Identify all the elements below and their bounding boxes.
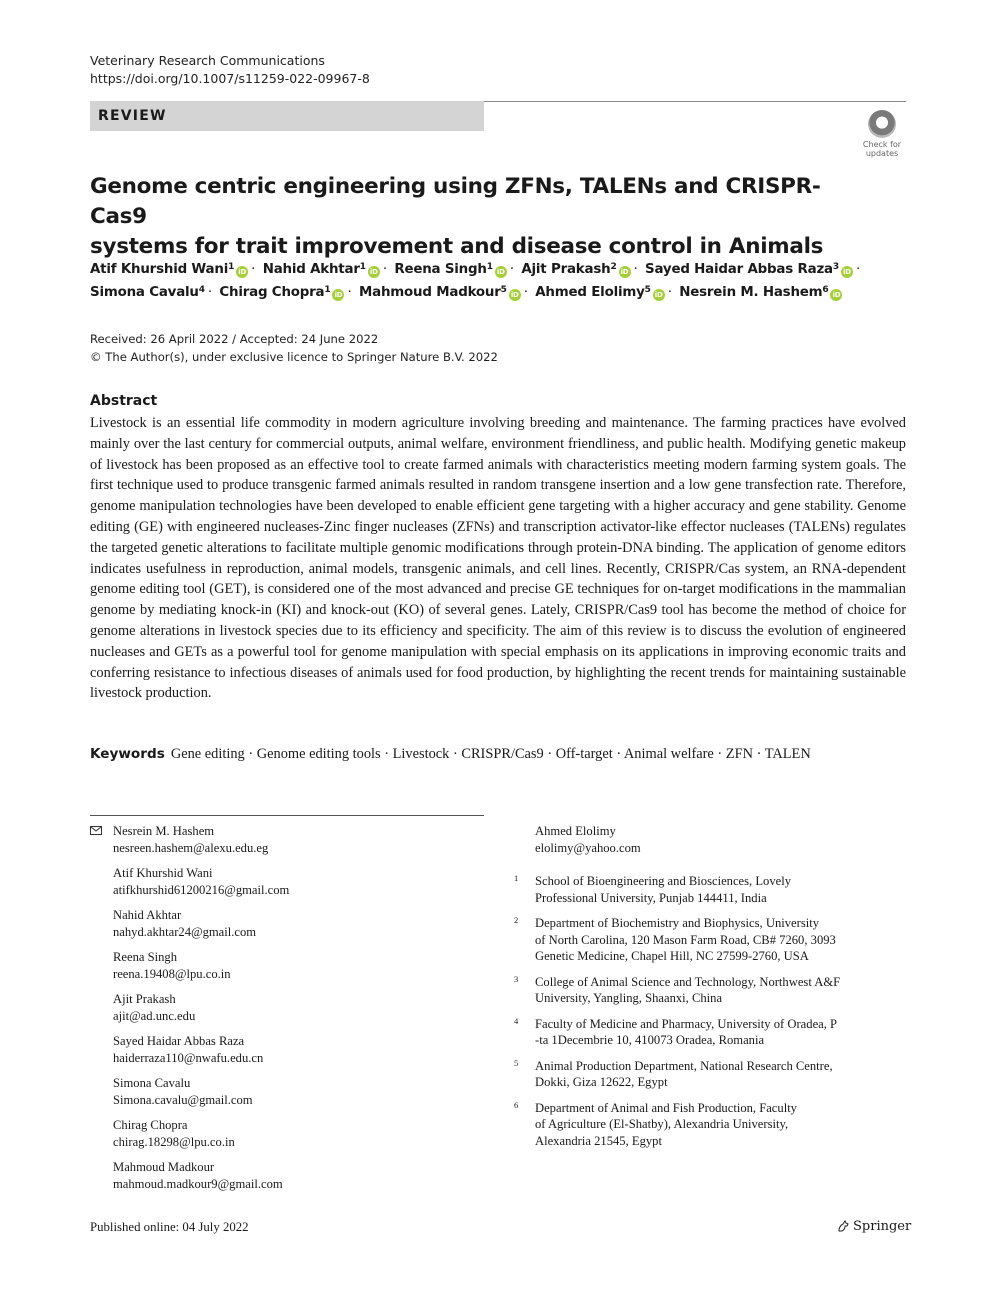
title-line-1: Genome centric engineering using ZFNs, TALENs and CRISPR-Cas9 xyxy=(90,174,821,229)
contact-email[interactable]: elolimy@yahoo.com xyxy=(535,840,641,855)
contact-name: Ahmed Elolimy xyxy=(535,824,616,838)
affiliation: 2 Department of Biochemistry and Biophysics, University of North Carolina, 120 Mason Farm Road, CB# 7260, 3093 Genetic Medicine, Chapel Hill, NC 27599-2760, USA xyxy=(514,915,894,965)
journal-header xyxy=(90,52,370,88)
check-updates-icon xyxy=(868,110,896,138)
contact-name: Atif Khurshid Wani xyxy=(113,866,213,880)
contact-name: Mahmoud Madkour xyxy=(113,1160,215,1174)
abstract-heading: Abstract xyxy=(90,393,158,409)
contact-entry xyxy=(113,865,493,898)
contact-entry xyxy=(113,949,493,982)
title-line-2: systems for trait improvement and disease control in Animals xyxy=(90,234,824,259)
affiliation: 1 School of Bioengineering and Biosciences, Lovely Professional University, Punjab 144411, India xyxy=(514,873,894,906)
affiliation-number: 6 xyxy=(514,1099,519,1110)
springer-horse-icon xyxy=(836,1219,850,1233)
affiliation-number: 3 xyxy=(514,973,519,984)
received-accepted: Received: 26 April 2022 / Accepted: 24 June 2022 xyxy=(90,332,379,346)
keywords-list: Gene editing · Genome editing tools · Livestock · CRISPR/Cas9 · Off-target · Animal welfare · ZFN · TALEN xyxy=(170,746,811,762)
contact-email[interactable]: chirag.18298@lpu.co.in xyxy=(113,1134,235,1149)
author[interactable]: Mahmoud Madkour$^5$ iD xyxy=(359,285,521,300)
author[interactable]: Simona Cavalu$^4$ xyxy=(90,285,205,300)
author[interactable]: Chirag Chopra$^1$ iD xyxy=(219,285,344,300)
contact-email[interactable]: nesreen.hashem@alexu.edu.eg xyxy=(113,840,269,855)
contact-email[interactable]: mahmoud.madkour9@gmail.com xyxy=(113,1176,283,1191)
orcid-icon[interactable]: iD xyxy=(509,289,521,301)
orcid-icon[interactable]: iD xyxy=(236,266,248,278)
author[interactable]: Ajit Prakash$^2$ iD xyxy=(521,262,630,277)
contact-name: Ajit Prakash xyxy=(113,992,176,1006)
contact-entry xyxy=(113,907,493,940)
affiliation: 5 Animal Production Department, National Research Centre, Dokki, Giza 12622, Egypt xyxy=(514,1058,894,1091)
author[interactable]: Reena Singh$^1$ iD xyxy=(394,262,506,277)
contacts-right xyxy=(535,823,905,865)
doi-link[interactable]: https://doi.org/10.1007/s11259-022-09967-8 xyxy=(90,71,370,86)
keywords xyxy=(90,744,906,764)
contact-email[interactable]: ajit@ad.unc.edu xyxy=(113,1008,196,1023)
contact-entry xyxy=(113,1075,493,1108)
contact-entry xyxy=(113,1033,493,1066)
orcid-icon[interactable]: iD xyxy=(619,266,631,278)
orcid-icon[interactable]: iD xyxy=(368,266,380,278)
affiliation-number: 2 xyxy=(514,915,519,925)
contact-email[interactable]: reena.19408@lpu.co.in xyxy=(113,966,231,981)
published-date: Published online: 04 July 2022 xyxy=(90,1220,249,1234)
contact-email[interactable]: haiderraza110@nwafu.edu.cn xyxy=(113,1050,264,1065)
check-updates-label: Check for updates xyxy=(862,140,902,158)
author-list: Atif Khurshid Wani$^1$ iD · Nahid Akhtar$^1$ iD · Reena Singh$^1$ iD · Ajit Prakash$^2$ iD · Sayed Haidar Abbas Raza$^3$ iD · Simona Cavalu$^4$ · Chirag Chopra$^1$ iD · Mahmoud Madkour$^5$ iD · Ahmed Elolimy$^5$ iD · Nesrein M. Hashem$^6$ iD xyxy=(90,262,860,300)
header-rule xyxy=(484,101,906,102)
contact-email[interactable]: nahyd.akhtar24@gmail.com xyxy=(113,924,257,939)
contact-name: Nahid Akhtar xyxy=(113,908,182,922)
author[interactable]: Sayed Haidar Abbas Raza$^3$ iD xyxy=(645,262,853,277)
orcid-icon[interactable]: iD xyxy=(653,289,665,301)
contact-name: Nesrein M. Hashem xyxy=(113,824,215,838)
contact-name: Simona Cavalu xyxy=(113,1076,191,1090)
affiliations xyxy=(514,873,894,1158)
orcid-icon[interactable]: iD xyxy=(332,289,344,301)
check-for-updates-badge[interactable] xyxy=(858,110,906,158)
springer-logo[interactable] xyxy=(836,1219,911,1234)
contact-email[interactable]: Simona.cavalu@gmail.com xyxy=(113,1092,253,1107)
copyright: © The Author(s), under exclusive licence to Springer Nature B.V. 2022 xyxy=(90,350,498,364)
footnote-rule xyxy=(90,815,484,816)
keywords-label: Keywords xyxy=(90,746,165,762)
affiliation-number: 4 xyxy=(514,1015,519,1026)
author[interactable]: Nesrein M. Hashem$^6$ iD xyxy=(679,285,842,300)
contact-entry xyxy=(113,1159,493,1192)
affiliation: 4 Faculty of Medicine and Pharmacy, University of Oradea, P -ta 1Decembrie 10, 410073 Oradea, Romania xyxy=(514,1016,894,1049)
orcid-icon[interactable]: iD xyxy=(495,266,507,278)
contact-name: Reena Singh xyxy=(113,950,178,964)
abstract-body: Livestock is an essential life commodity in modern agriculture involving breeding and maintenance. The farming practices have evolved mainly over the last century for commercial outputs, animal welfare, environment friendliness, and public health. Modifying genetic makeup of livestock has been proposed as an effective tool to create farmed animals with characteristics meeting modern farming system goals. The first technique used to produce transgenic farmed animals resulted in random transgene insertion and a low gene transfection rate. Therefore, genome manipulation technologies have been developed to enable efficient gene targeting with a higher accuracy and gene stability. Genome editing (GE) with engineered nucleases-Zinc finger nucleases (ZFNs) and transcription activator-like effector nucleases (TALENs) regulates the targeted genetic alterations to facilitate multiple genomic modifications through protein-DNA binding. The application of genome editors indicates usefulness in reproduction, animal models, transgenic animals, and cell lines. Recently, CRISPR/Cas system, an RNA-dependent genome editing tool (GET), is considered one of the most advanced and precise GE techniques for on-target modifications in the mammalian genome by mediating knock-in (KI) and knock-out (KO) of several genes. Lately, CRISPR/Cas9 tool has become the method of choice for genome alterations in livestock species due to its efficiency and specificity. The aim of this review is to discuss the evolution of engineered nucleases and GETs as a powerful tool for genome manipulation with special emphasis on its applications in improving economic traits and conferring resistance to infectious diseases of animals used for food production, by highlighting the recent trends for maintaining sustainable livestock production. xyxy=(90,415,906,702)
envelope-icon xyxy=(90,826,102,835)
section-label: REVIEW xyxy=(90,101,484,131)
article-title xyxy=(90,172,850,262)
affiliation-number: 1 xyxy=(514,873,519,883)
contact-entry xyxy=(113,823,493,856)
contact-email[interactable]: atifkhurshid61200216@gmail.com xyxy=(113,882,290,897)
article-dates xyxy=(90,330,498,366)
contact-name: Chirag Chopra xyxy=(113,1118,188,1132)
contacts-left xyxy=(113,823,493,1201)
publisher-name: Springer xyxy=(853,1219,912,1234)
contact-name: Sayed Haidar Abbas Raza xyxy=(113,1034,245,1048)
contact-entry xyxy=(535,823,905,856)
orcid-icon[interactable]: iD xyxy=(841,266,853,278)
author[interactable]: Nahid Akhtar$^1$ iD xyxy=(263,262,380,277)
orcid-icon[interactable]: iD xyxy=(830,289,842,301)
author[interactable]: Atif Khurshid Wani$^1$ iD xyxy=(90,262,248,277)
contact-entry xyxy=(113,1117,493,1150)
affiliation: 6 Department of Animal and Fish Production, Faculty of Agriculture (El-Shatby), Alexandria University, Alexandria 21545, Egypt xyxy=(514,1100,894,1150)
affiliation: 3 College of Animal Science and Technology, Northwest A&F University, Yangling, Shaanxi, China xyxy=(514,974,894,1007)
contact-entry xyxy=(113,991,493,1024)
author[interactable]: Ahmed Elolimy$^5$ iD xyxy=(535,285,664,300)
affiliation-number: 5 xyxy=(514,1057,519,1068)
journal-name: Veterinary Research Communications xyxy=(90,53,325,68)
